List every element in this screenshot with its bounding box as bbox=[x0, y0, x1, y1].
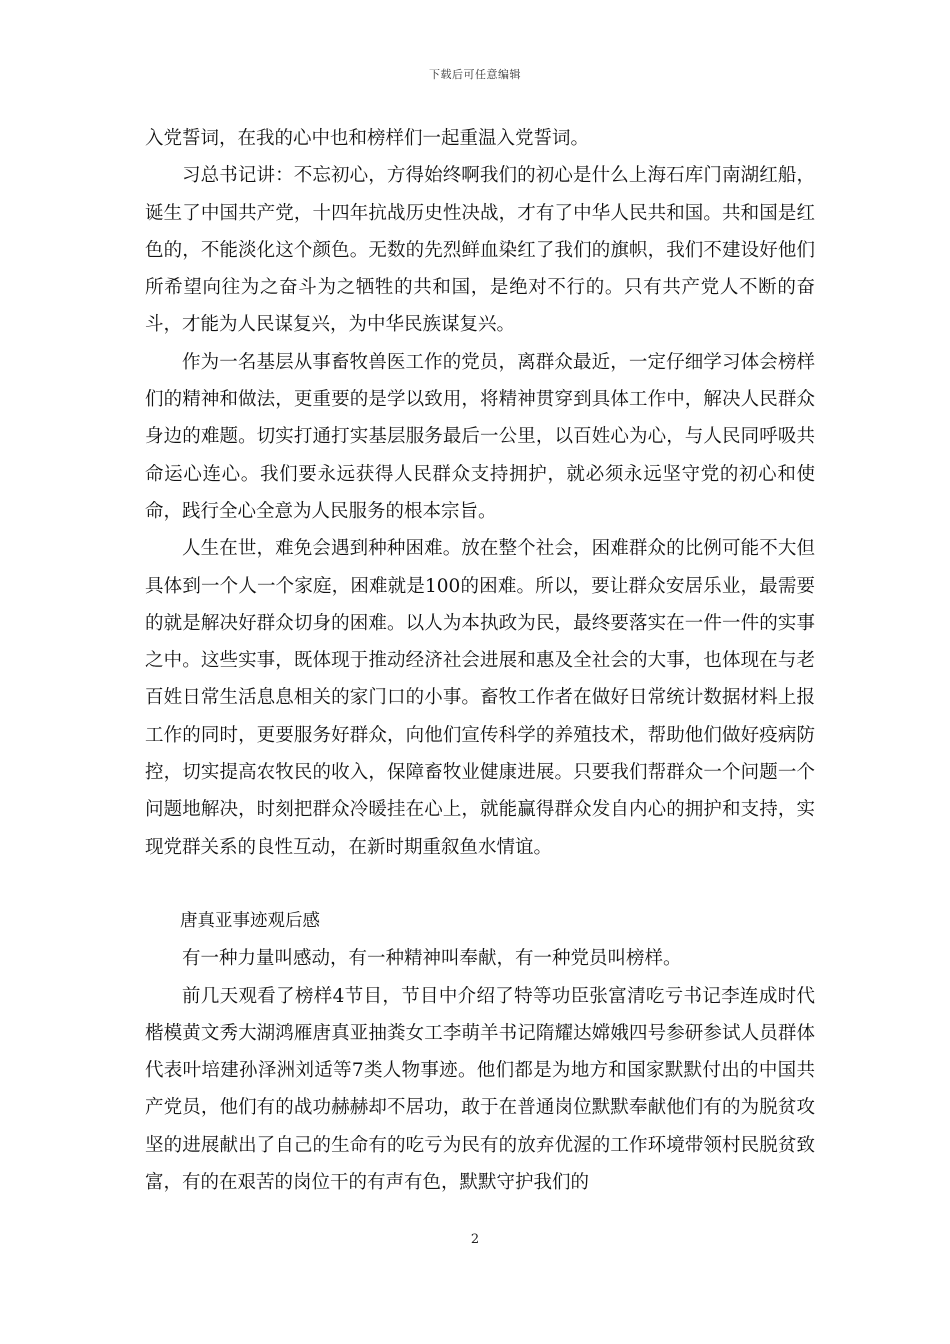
section-paragraph: 前几天观看了榜样4节目，节目中介绍了特等功臣张富清吃亏书记李连成时代楷模黄文秀大湖鸿雁唐真亚抽粪女工李萌羊书记隋耀达嫦娥四号参研参试人员群体代表叶培建孙泽洲刘适等7类人物事迹。他们都是为地方和国家默默付出的中国共产党员，他们有的战功赫赫却不居功，敢于在普通岗位默默奉献他们有的为脱贫攻坚的进展献出了自己的生命有的吃亏为民有的放弃优渥的工作环境带领村民脱贫致富，有的在艰苦的岗位干的有声有色，默默守护我们的 bbox=[145, 985, 815, 1194]
section-title: 唐真亚事迹观后感 bbox=[180, 910, 320, 931]
page-number: 2 bbox=[470, 1232, 480, 1247]
page-header: 下载后可任意编辑 bbox=[429, 68, 521, 81]
paragraph: 习总书记讲：不忘初心，方得始终啊我们的初心是什么上海石库门南湖红船，诞生了中国共产党，十四年抗战历史性决战，才有了中华人民共和国。共和国是红色的，不能淡化这个颜色。无数的先烈鲜血染红了我们的旗帜，我们不建设好他们所希望向往为之奋斗为之牺牲的共和国，是绝对不行的。只有共产党人不断的奋斗，才能为人民谋复兴，为中华民族谋复兴。 bbox=[145, 165, 815, 336]
paragraph: 作为一名基层从事畜牧兽医工作的党员，离群众最近，一定仔细学习体会榜样们的精神和做法，更重要的是学以致用，将精神贯穿到具体工作中，解决人民群众身边的难题。切实打通打实基层服务最后一公里，以百姓心为心，与人民同呼吸共命运心连心。我们要永远获得人民群众支持拥护，就必须永远坚守党的初心和使命，践行全心全意为人民服务的根本宗旨。 bbox=[145, 351, 815, 522]
section-paragraph: 有一种力量叫感动，有一种精神叫奉献，有一种党员叫榜样。 bbox=[182, 948, 682, 970]
paragraph: 人生在世，难免会遇到种种困难。放在整个社会，困难群众的比例可能不大但具体到一个人一个家庭，困难就是100的困难。所以，要让群众安居乐业，最需要的就是解决好群众切身的困难。以人为本执政为民，最终要落实在一件一件的实事之中。这些实事，既体现于推动经济社会进展和惠及全社会的大事，也体现在与老百姓日常生活息息相关的家门口的小事。畜牧工作者在做好日常统计数据材料上报工作的同时，更要服务好群众，向他们宣传科学的养殖技术，帮助他们做好疫病防控，切实提高农牧民的收入，保障畜牧业健康进展。只要我们帮群众一个问题一个问题地解决，时刻把群众冷暖挂在心上，就能赢得群众发自内心的拥护和支持，实现党群关系的良性互动，在新时期重叙鱼水情谊。 bbox=[145, 538, 815, 858]
section-spacer bbox=[145, 866, 815, 903]
paragraph-continuation: 入党誓词，在我的心中也和榜样们一起重温入党誓词。 bbox=[145, 128, 590, 149]
document-body bbox=[145, 120, 815, 1201]
